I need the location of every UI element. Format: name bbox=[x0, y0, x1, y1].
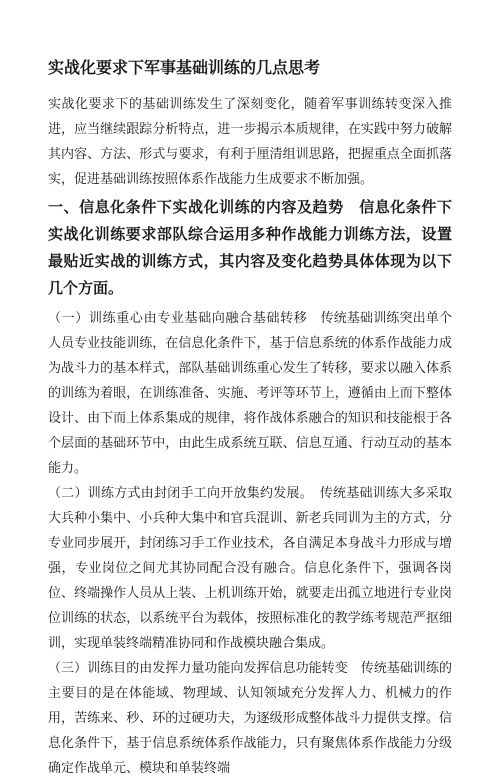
subsection-paragraph-1 bbox=[48, 306, 452, 481]
page-title: 实战化要求下军事基础训练的几点思考 bbox=[48, 58, 321, 77]
section-heading-1: 一、信息化条件下实战化训练的内容及趋势 信息化条件下实战化训练要求部队综合运用多种作战能力训练方法，设置最贴近实战的训练方式，其内容及变化趋势具体体现为以下几个方面。 bbox=[48, 198, 452, 297]
subsection-paragraph-3 bbox=[48, 656, 452, 781]
subsection-text-1: 传统基础训练突出单个人员专业技能训练，在信息化条件下，基于信息系统的体系作战能力成为战斗力的基本样式，部队基础训练重心发生了转移，要求以融入体系的训练为着眼，在训练准备、实施、考评等环节上，遵循由上而下整体设计、由下而上体系集成的规律，将作战体系融合的知识和技能根于各个层面的基础环节中，由此生成系统互联、信息互通、行动互动的基本能力。 bbox=[48, 311, 452, 476]
intro-paragraph: 实战化要求下的基础训练发生了深刻变化，随着军事训练转变深入推进，应当继续跟踪分析特点，进一步揭示本质规律，在实践中努力破解其内容、方法、形式与要求，有利于厘清组训思路，把握重点全面抓落实，促进基础训练按照体系作战能力生成要求不断加强。 bbox=[48, 97, 452, 187]
subsection-text-3: 传统基础训练的主要目的是在体能域、物理域、认知领域充分发挥人力、机械力的作用，苦练来、秒、环的过硬功夫，为逐级形成整体战斗力提供支撑。信息化条件下，基于信息系统体系作战能力，只有聚焦体系作战能力分级确定作战单元、模块和单装终端 bbox=[48, 661, 452, 776]
subsection-paragraph-2 bbox=[48, 481, 452, 656]
subsection-text-2: 传统基础训练大多采取大兵种小集中、小兵种大集中和官兵混训、新老兵同训为主的方式，分专业同步展开，封闭练习手工作业技术，各自满足本身战斗力形成与增强，专业岗位之间尤其协同配合没有融合。信息化条件下，强调各岗位、终端操作人员从上装、上机训练开始，就要走出孤立地进行专业岗位训练的状态，以系统平台为载体，按照标准化的教学练考规范严抠细训，实现单装终端精准协同和作战模块融合集成。 bbox=[48, 486, 452, 651]
subsection-lead-1: （一）训练重心由专业基础向融合基础转移 bbox=[48, 311, 308, 326]
subsection-lead-2: （二）训练方式由封闭手工向开放集约发展。 bbox=[48, 486, 307, 501]
subsection-lead-3: （三）训练目的由发挥力量功能向发挥信息功能转变 bbox=[48, 661, 348, 676]
